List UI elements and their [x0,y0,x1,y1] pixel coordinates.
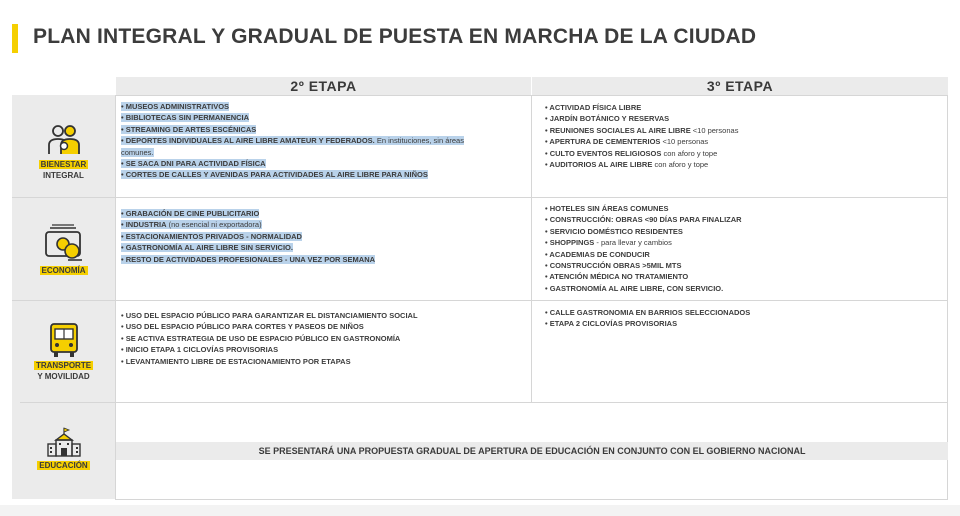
category-educacion [12,427,115,471]
list-item: • SE ACTIVA ESTRATEGIA DE USO DE ESPACIO PÚBLICO EN GASTRONOMÍA [121,333,401,343]
list-item: • ETAPA 2 CICLOVÍAS PROVISORIAS [545,319,678,329]
bienestar-etapa3-list [545,102,738,170]
column-divider [531,95,532,403]
list-item: • SERVICIO DOMÉSTICO RESIDENTES [545,226,683,236]
list-item: • CALLE GASTRONOMIA EN BARRIOS SELECCIONADOS [545,308,751,317]
list-item: • AUDITORIOS AL AIRE LIBRE con aforo y tope [545,160,709,170]
bus-icon [47,322,81,358]
category-label: TRANSPORTE [35,361,92,370]
title-accent-bar [12,24,18,53]
money-icon [44,224,84,262]
economia-etapa3-list [545,203,742,294]
list-item: • USO DEL ESPACIO PÚBLICO PARA GARANTIZAR EL DISTANCIAMIENTO SOCIAL [121,311,418,320]
row-divider [12,300,948,301]
educacion-announcement: SE PRESENTARÁ UNA PROPUESTA GRADUAL DE APERTURA DE EDUCACIÓN EN CONJUNTO CON EL GOBIERNO NACIONAL [116,442,948,460]
list-item: • GASTRONOMÍA AL AIRE LIBRE, CON SERVICIO. [545,283,724,293]
list-item: • HOTELES SIN ÁREAS COMUNES [545,204,669,213]
list-item: • APERTURA DE CEMENTERIOS <10 personas [545,137,709,147]
list-item: • JARDÍN BOTÁNICO Y RESERVAS [545,114,670,124]
people-icon [46,121,82,157]
list-item: • SE SACA DNI PARA ACTIVIDAD FÍSICA [121,159,266,169]
category-label: EDUCACIÓN [39,461,88,470]
page-title: PLAN INTEGRAL Y GRADUAL DE PUESTA EN MARCHA DE LA CIUDAD [33,25,757,48]
page-footer-strip [0,505,960,516]
list-item: • USO DEL ESPACIO PÚBLICO PARA CORTES Y PASEOS DE NIÑOS [121,322,364,332]
category-bienestar [12,121,115,181]
row-divider [20,402,948,403]
list-item: • BIBLIOTECAS SIN PERMANENCIA [121,113,250,123]
list-item: • GRABACIÓN DE CINE PUBLICITARIO [121,209,260,218]
list-item: • INICIO ETAPA 1 CICLOVÍAS PROVISORIAS [121,345,279,355]
list-item: • LEVANTAMIENTO LIBRE DE ESTACIONAMIENTO POR ETAPAS [121,356,351,366]
category-economia [12,224,115,276]
list-item: • INDUSTRIA (no esencial ni exportadora) [121,220,262,230]
economia-etapa2-list [121,208,375,265]
school-icon [46,427,82,457]
category-transporte [12,322,115,382]
list-item: • ACADEMIAS DE CONDUCIR [545,249,650,259]
list-item: • CULTO EVENTOS RELIGIOSOS con aforo y tope [545,148,718,158]
column-header-etapa-3: 3º ETAPA [532,77,948,95]
list-item: • SHOPPINGS - para llevar y cambios [545,238,672,248]
list-item: • ESTACIONAMIENTOS PRIVADOS - NORMALIDAD [121,231,302,241]
transporte-etapa3-list [545,307,750,330]
list-item: • ACTIVIDAD FÍSICA LIBRE [545,103,642,112]
list-item: • RESTO DE ACTIVIDADES PROFESIONALES - UNA VEZ POR SEMANA [121,254,376,264]
category-label-line2: INTEGRAL [43,171,84,180]
list-item: • ATENCIÓN MÉDICA NO TRATAMIENTO [545,272,689,282]
list-item: • CONSTRUCCIÓN: OBRAS <90 DÍAS PARA FINALIZAR [545,215,742,225]
list-item: • DEPORTES INDIVIDUALES AL AIRE LIBRE AMATEUR Y FEDERADOS. En instituciones, sin áreas [121,136,464,146]
list-item: comunes. [121,147,154,157]
category-label: ECONOMÍA [41,266,86,275]
list-item: • CORTES DE CALLES Y AVENIDAS PARA ACTIVIDADES AL AIRE LIBRE PARA NIÑOS [121,170,428,180]
list-item: • GASTRONOMÍA AL AIRE LIBRE SIN SERVICIO. [121,243,293,253]
list-item: • MUSEOS ADMINISTRATIVOS [121,102,230,111]
transporte-etapa2-list [121,310,418,367]
list-item: • STREAMING DE ARTES ESCÉNICAS [121,124,257,134]
bienestar-etapa2-list [121,101,464,181]
column-header-etapa-2: 2º ETAPA [116,77,531,95]
row-divider [12,197,948,198]
category-label: BIENESTAR [40,160,87,169]
category-label-line2: Y MOVILIDAD [37,372,90,381]
list-item: • CONSTRUCCIÓN OBRAS >5MIL MTS [545,261,682,271]
list-item: • REUNIONES SOCIALES AL AIRE LIBRE <10 personas [545,125,739,135]
